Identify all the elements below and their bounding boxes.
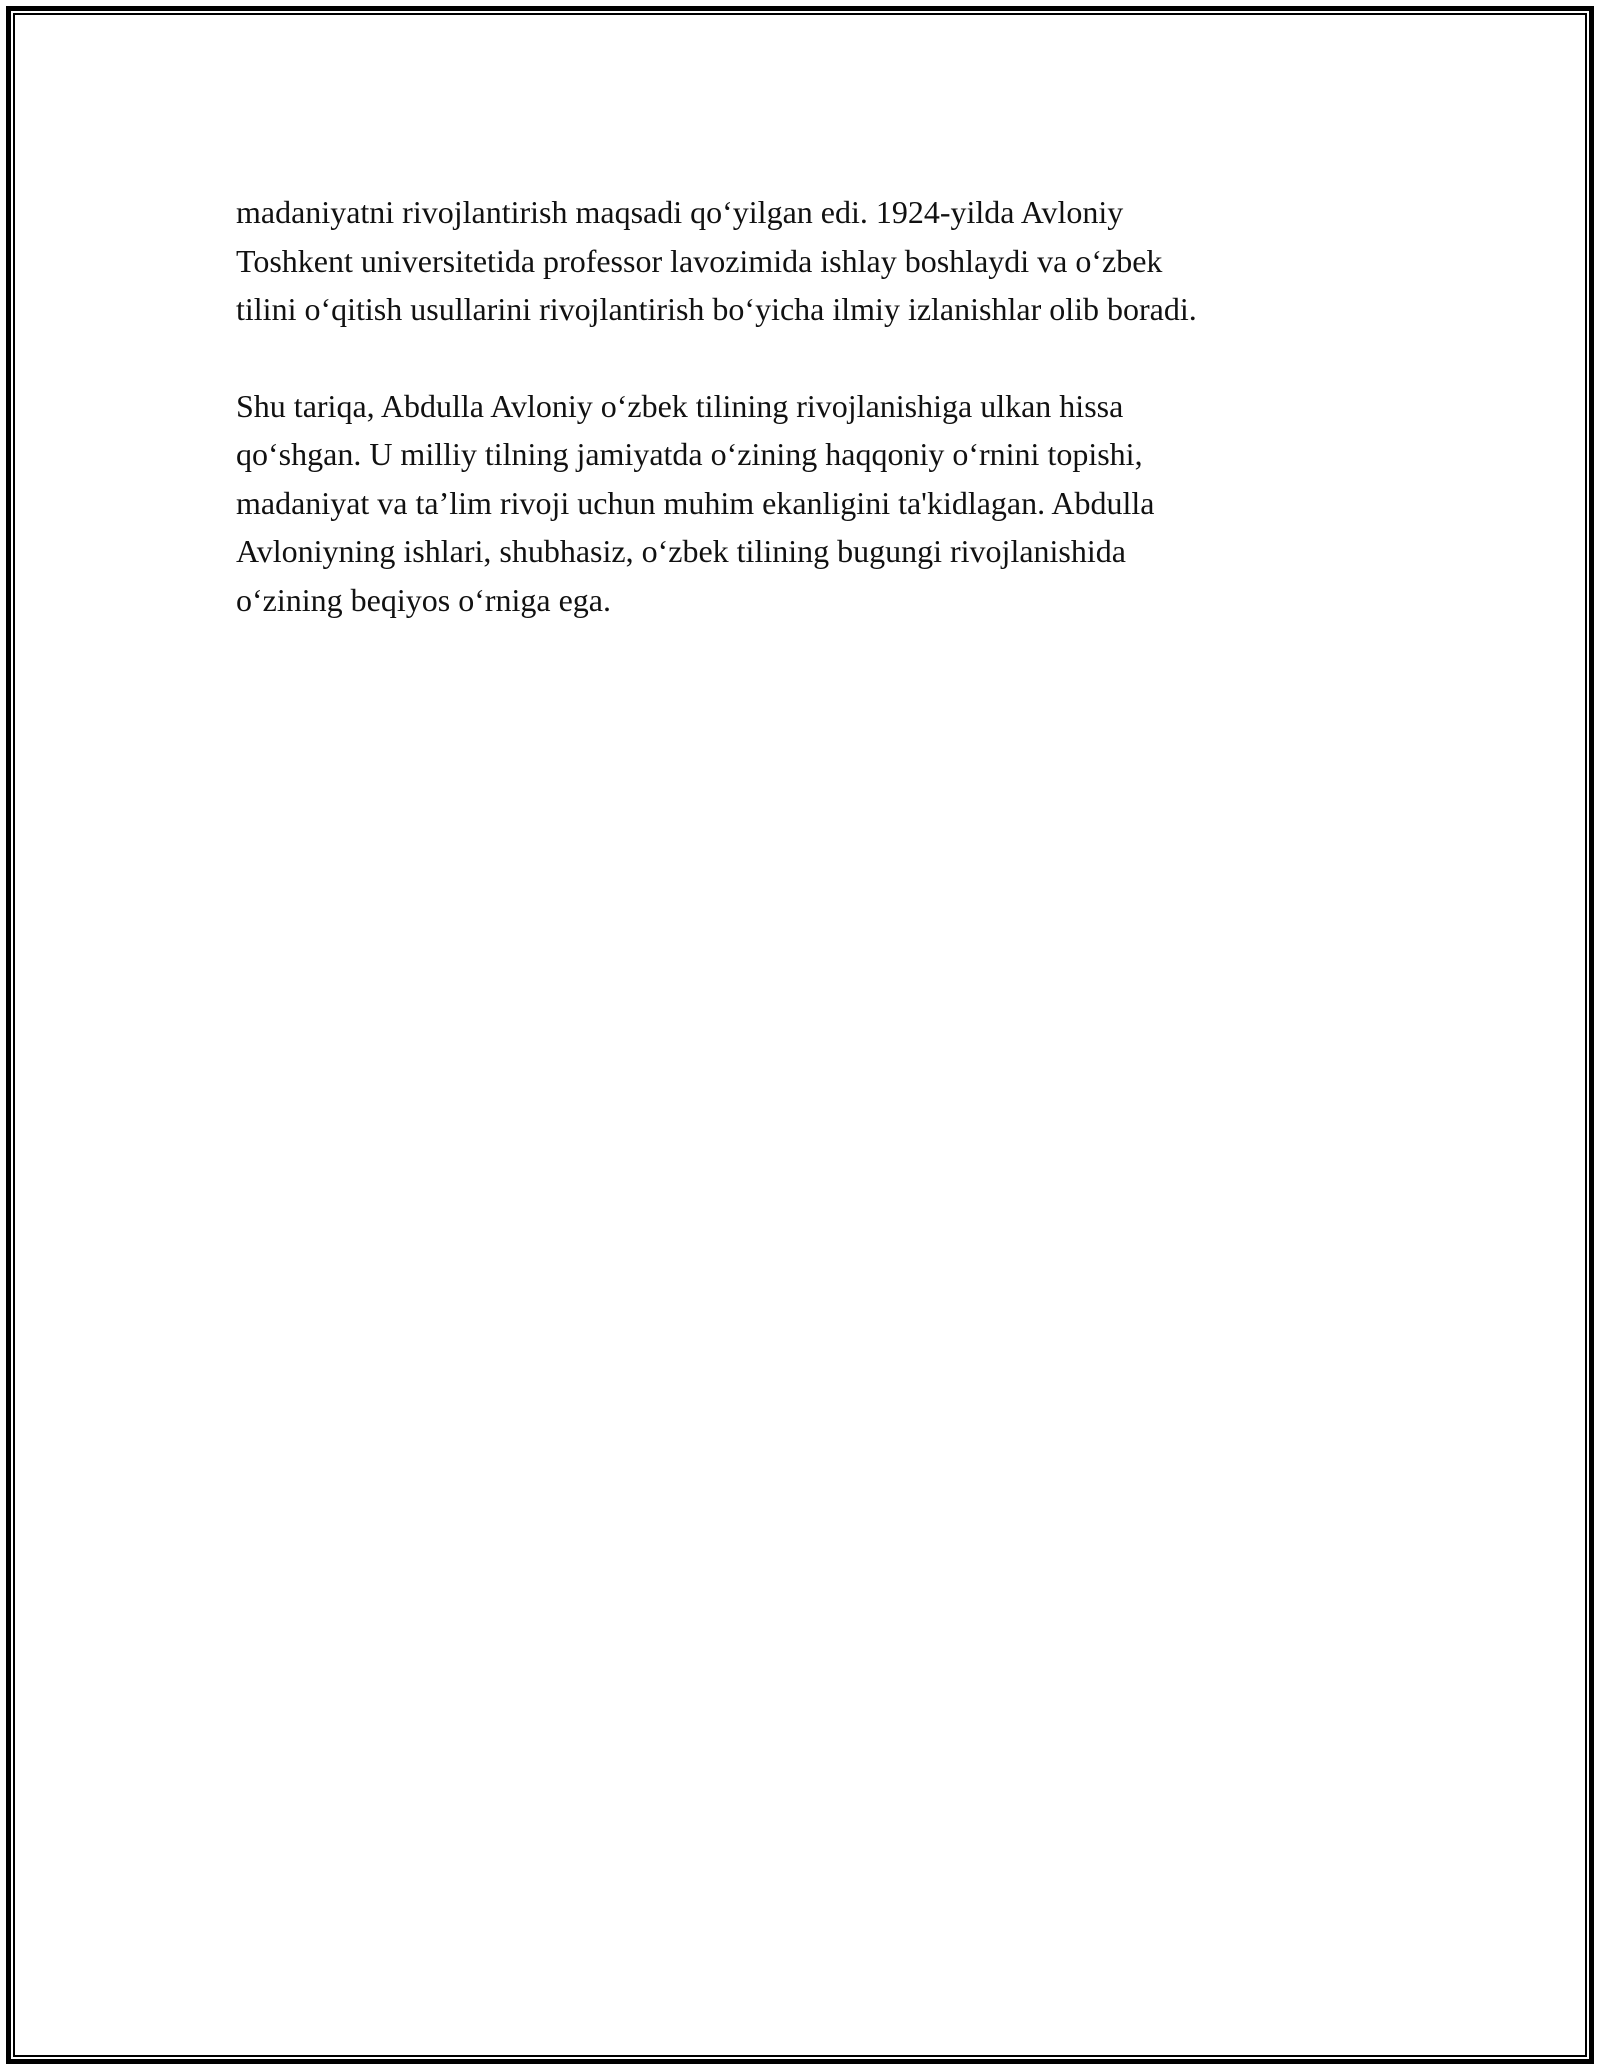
text-line: madaniyat va ta’lim rivoji uchun muhim ekanligini ta'kidlagan. Abdulla xyxy=(236,484,1155,521)
text-line: madaniyatni rivojlantirish maqsadi qo‘yilgan edi. 1924-yilda Avloniy xyxy=(236,194,1124,230)
text-line: o‘zining beqiyos o‘rniga ega. xyxy=(236,581,611,618)
text-line: qo‘shgan. U milliy tilning jamiyatda o‘zining haqqoniy o‘rnini topishi, xyxy=(236,436,1143,472)
text-line: tilini o‘qitish usullarini rivojlantirish bo‘yicha ilmiy izlanishlar olib boradi. xyxy=(236,291,1197,327)
text-line: Shu tariqa, Abdulla Avloniy o‘zbek tilining rivojlanishiga ulkan hissa xyxy=(236,387,1124,424)
text-line: Avloniyning ishlari, shubhasiz, o‘zbek tilining bugungi rivojlanishida xyxy=(236,533,1126,569)
paragraph-2 xyxy=(236,382,1376,625)
paragraph-1 xyxy=(236,188,1376,334)
document-body xyxy=(236,188,1376,672)
text-line: Toshkent universitetida professor lavozimida ishlay boshlaydi va o‘zbek xyxy=(236,242,1163,279)
